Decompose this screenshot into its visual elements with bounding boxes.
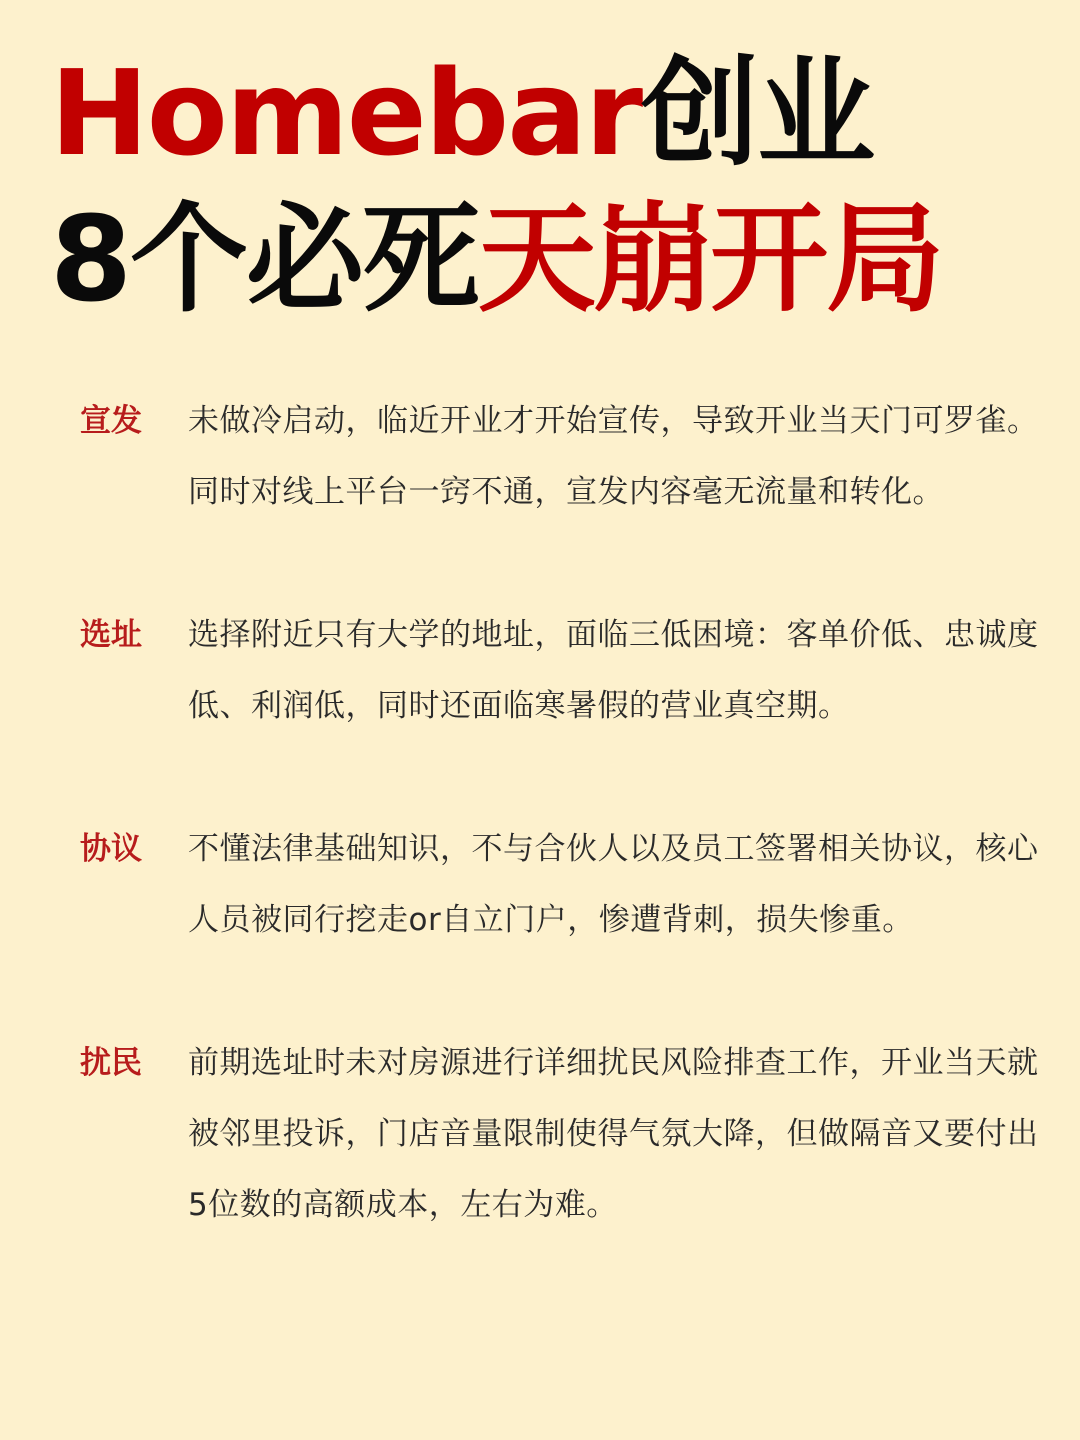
pitfall-item-promotion [80, 386, 1040, 528]
pitfall-item-location [80, 600, 1040, 742]
pitfall-list [80, 386, 1040, 1313]
page-title [50, 40, 1050, 332]
title-tianbeng: 天崩开局 [478, 190, 943, 328]
pitfall-text: 不懂法律基础知识，不与合伙人以及员工签署相关协议，核心人员被同行挖走or自立门户，惨遭背刺，损失惨重。 [188, 831, 1039, 938]
title-line-2 [50, 186, 1050, 332]
pitfall-text: 未做冷启动，临近开业才开始宣传，导致开业当天门可罗雀。同时对线上平台一窍不通，宣发内容毫无流量和转化。 [188, 403, 1039, 510]
title-homebar: Homebar [50, 44, 642, 182]
pitfall-label: 选址 [80, 617, 142, 653]
title-chuangye: 创业 [641, 44, 874, 182]
title-bisi: 8个必死 [50, 190, 479, 328]
pitfall-label: 宣发 [80, 403, 142, 439]
pitfall-label: 协议 [80, 831, 142, 867]
pitfall-text: 前期选址时未对房源进行详细扰民风险排查工作，开业当天就被邻里投诉，门店音量限制使得气氛大降，但做隔音又要付出5位数的高额成本，左右为难。 [188, 1045, 1039, 1223]
title-line-1 [50, 40, 1050, 186]
pitfall-item-agreement [80, 814, 1040, 956]
pitfall-label: 扰民 [80, 1045, 142, 1081]
pitfall-item-noise [80, 1028, 1040, 1241]
pitfall-text: 选择附近只有大学的地址，面临三低困境：客单价低、忠诚度低、利润低，同时还面临寒暑假的营业真空期。 [188, 617, 1039, 724]
